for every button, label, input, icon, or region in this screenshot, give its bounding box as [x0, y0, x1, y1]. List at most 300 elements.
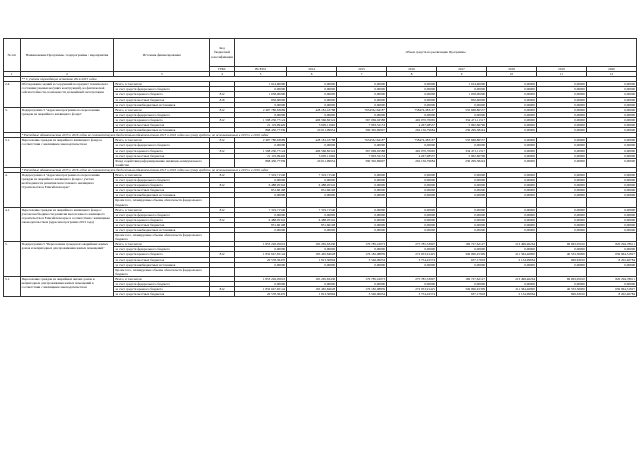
year-value: 0,00000 — [487, 143, 537, 148]
total-value: 6 488,05342 — [235, 217, 287, 222]
header-no: № п/п — [4, 39, 21, 72]
year-value: 0,00000 — [337, 143, 387, 148]
year-value: 0,00000 — [487, 282, 537, 287]
year-value: 0,00000 — [287, 87, 337, 92]
year-value: 765456,16418* — [337, 107, 387, 112]
year-value: 0,00000 — [586, 92, 636, 97]
year-value: 0,00000 — [287, 282, 337, 287]
year-value — [287, 198, 337, 207]
year-value: 0,00000 — [536, 183, 586, 188]
year-value: 765456,16418* — [337, 138, 387, 143]
funding-source: за счет средств краевого бюджета — [114, 117, 210, 122]
year-value: 856,60000 — [437, 97, 487, 102]
year-value: 0,00000 — [387, 262, 437, 267]
header-total: ВСЕГО — [235, 67, 287, 72]
program-name: Переселение граждан из аварийного жилищного фонда в соответствии с жилищным законодательством — [20, 138, 114, 168]
year-value: 0,00000 — [487, 172, 537, 177]
funding-source: за счет средств федерального бюджета — [114, 87, 210, 92]
year-value: 176 182,08839 — [337, 252, 387, 257]
year-value: 3 754,42574 — [387, 257, 437, 262]
year-value: 0,00000 — [536, 193, 586, 198]
row-number: 4. — [4, 172, 21, 207]
year-value: 0,00000 — [536, 188, 586, 193]
year-value: 0,00000 — [337, 92, 387, 97]
funding-source: за счет средств местных бюджетов — [114, 257, 210, 262]
funding-source: Фонд содействия реформированию жилищно-коммунального хозяйства — [114, 158, 210, 167]
year-value: 349 090,45309 — [437, 287, 487, 292]
year-value: 4 267,98537 — [387, 153, 437, 158]
year-value: 1 914,60000 — [437, 82, 487, 87]
year-value: 3 605,11940 — [287, 153, 337, 158]
grbs-code: 812 — [210, 287, 235, 292]
funding-source: Всего, в том числе: — [114, 138, 210, 143]
year-value: 3 754,42574 — [387, 292, 437, 297]
total-value: 21 119,09426 — [235, 123, 287, 128]
total-value: 0,00000 — [235, 102, 287, 107]
year-value: 0,00000 — [437, 102, 487, 107]
grbs-code: 812 — [210, 183, 235, 188]
year-value: 659 964,31827 — [586, 287, 636, 292]
year-value: 0,00000 — [536, 87, 586, 92]
year-value: 0,00000 — [437, 282, 487, 287]
funding-source: за счет средств краевого бюджета — [114, 287, 210, 292]
grbs-code: 812 — [210, 172, 235, 177]
year-value — [287, 267, 337, 276]
year-value — [586, 233, 636, 242]
total-value: 6 488,05342 — [235, 183, 287, 188]
row-number: 5.1. — [4, 276, 21, 296]
year-value: 0,00000 — [586, 247, 636, 252]
grbs-code — [210, 267, 235, 276]
funding-source: за счет средств внебюджетных источников — [114, 228, 210, 233]
funding-source: Всего, в том числе: — [114, 207, 210, 212]
year-value: 165 465,84628 — [287, 287, 337, 292]
funding-source: за счет средств краевого бюджета — [114, 252, 210, 257]
grbs-code: 812 — [210, 207, 235, 212]
year-value: 0,00000 — [437, 143, 487, 148]
funding-source: Всего, в том числе: — [114, 172, 210, 177]
grbs-code: 812 — [210, 148, 235, 153]
year-value: 0,00000 — [487, 262, 537, 267]
year-value: 1 813,50804 — [287, 292, 337, 297]
year-value: 0,00000 — [337, 97, 387, 102]
year-value: 0,00000 — [536, 97, 586, 102]
year-value: 0,00000 — [337, 217, 387, 222]
year-value: 699,63010 — [536, 257, 586, 262]
year-value: 492 070,70065 — [387, 148, 437, 153]
year-value: 0,00000 — [536, 247, 586, 252]
year-value: 0,00000 — [337, 247, 387, 252]
year-value: 0,00000 — [387, 87, 437, 92]
grbs-code — [210, 158, 235, 167]
year-value: 272 053,91425 — [387, 287, 437, 292]
total-value: 0,00000 — [235, 262, 287, 267]
year-value: 0,00000 — [487, 128, 537, 133]
program-name: Подпрограмма 3 "Адресная программа по переселению граждан из аварийного жилищного фонда" — [20, 107, 114, 132]
year-value: 6 488,05342 — [287, 183, 337, 188]
year-value: 0,00000 — [586, 82, 636, 87]
funding-source: за счет средств местных бюджетов — [114, 97, 210, 102]
funding-source: за счет средств федерального бюджета — [114, 178, 210, 183]
year-value: 0,00000 — [586, 123, 636, 128]
year-value: 0,00000 — [337, 102, 387, 107]
year-value: 0,00000 — [536, 153, 586, 158]
year-value: 0,00000 — [387, 247, 437, 252]
year-value: 390 392,69907 — [337, 158, 387, 167]
total-value: 7 319,71540 — [235, 207, 287, 212]
year-value: 0,00000 — [586, 207, 636, 212]
total-value: 868 430,77339 — [235, 128, 287, 133]
funding-source: за счет средств внебюджетных источников — [114, 128, 210, 133]
year-value: 0,00000 — [586, 282, 636, 287]
year-value: 239 299,38244 — [437, 128, 487, 133]
header-source: Источник финансирования — [114, 39, 210, 72]
total-value: 868 430,77339 — [235, 158, 287, 167]
total-value: 1 832 647,65144 — [235, 287, 287, 292]
program-name: Переселение граждан из аварийного жилищного фонда с учетом необходимости развития малоэтажного жилищного строительства в Енисейском крае в соответствии с жилищным законодательством (адресная программа 2013 года) — [20, 207, 114, 242]
year-value: 0,00000 — [586, 128, 636, 133]
year-value: 0,00000 — [536, 282, 586, 287]
year-value: 262 136,79684 — [387, 158, 437, 167]
year-value: 165 265,63430 — [287, 276, 337, 281]
year-value: 0,00000 — [586, 107, 636, 112]
column-index: 8 — [387, 72, 437, 77]
grbs-code — [210, 233, 235, 242]
header-year: 2014 — [287, 67, 337, 72]
row-number: 4.1. — [4, 207, 21, 242]
year-value — [337, 233, 387, 242]
note-text: * Расходные обязательства 2015 и 2016 годов не соответствуют бюджетным обязательствам 2015 и 2016 годов на сумму средств, не использованных в 2015 и в 2016 годах — [20, 167, 636, 172]
year-value: 0,00000 — [387, 193, 437, 198]
program-name: Обследование зданий и сооружений на предмет технического состояния (оценки несущих конструкций), на фактической сейсмостойкости, возможности дальнейшей эксплуатации — [20, 82, 114, 107]
year-value: 0,00000 — [536, 172, 586, 177]
year-value — [487, 233, 537, 242]
column-index: 6 — [287, 72, 337, 77]
program-name: Подпрограмма 4 "Адресная программа по переселению граждан из аварийного жилищного фонда с учетом необходимости развития малоэтажного жилищного строительства в Енисейском крае" — [20, 172, 114, 207]
year-value: 0,00000 — [487, 107, 537, 112]
total-value: 1 058,00000 — [235, 92, 287, 97]
year-value: 0,00000 — [536, 158, 586, 167]
year-value: 0,00000 — [437, 178, 487, 183]
year-value: 535 668,86537 — [437, 138, 487, 143]
year-value: 0,00000 — [287, 92, 337, 97]
grbs-code: 812 — [210, 252, 235, 257]
year-value: 0,00000 — [536, 212, 586, 217]
year-value: 0,00000 — [437, 112, 487, 117]
year-value: 406 566,82324 — [287, 148, 337, 153]
funding-source: за счет средств краевого бюджета — [114, 148, 210, 153]
year-value: 367 069,92588 — [337, 148, 387, 153]
year-value: 535 668,86537 — [437, 107, 487, 112]
grbs-code: 812 — [210, 217, 235, 222]
year-value: 0,00000 — [536, 123, 586, 128]
year-value: 820 294,78611 — [586, 276, 636, 281]
total-value: 856,60000 — [235, 97, 287, 102]
column-index: 5 — [235, 72, 287, 77]
year-value: 0,00000 — [337, 82, 387, 87]
year-value: 1 813,50804 — [287, 257, 337, 262]
total-value: 1 598 230,77124 — [235, 148, 287, 153]
year-value: 758474,48316* — [387, 107, 437, 112]
year-value: 0,00000 — [287, 212, 337, 217]
year-value: 8 202,46784 — [586, 292, 636, 297]
year-value: 831,66198 — [287, 188, 337, 193]
column-index: 1 — [4, 72, 21, 77]
year-value: 0,00000 — [586, 228, 636, 233]
year-value: 0,00000 — [437, 247, 487, 252]
grbs-code — [210, 198, 235, 207]
year-value: 4 267,98537 — [387, 123, 437, 128]
funding-source: за счет средств местных бюджетов — [114, 222, 210, 227]
total-value: 0,00000 — [235, 112, 287, 117]
year-value: 0,00000 — [337, 87, 387, 92]
column-index: 11 — [536, 72, 586, 77]
year-value: 0,00000 — [586, 158, 636, 167]
year-value: 0,00000 — [586, 188, 636, 193]
year-value — [287, 233, 337, 242]
total-value: 0,00000 — [235, 212, 287, 217]
year-value: 165 465,84628 — [287, 252, 337, 257]
year-value: 0,00000 — [337, 228, 387, 233]
year-value — [387, 267, 437, 276]
year-value: 0,00000 — [437, 183, 487, 188]
year-value: 0,00000 — [586, 117, 636, 122]
year-value — [536, 233, 586, 242]
year-value: 7 319,71540 — [287, 172, 337, 177]
year-value: 0,00000 — [287, 112, 337, 117]
year-value: 0,00000 — [586, 143, 636, 148]
year-value: 0,00000 — [437, 262, 487, 267]
year-value: 0,00000 — [487, 138, 537, 143]
year-value — [337, 267, 387, 276]
year-value: 272 053,91425 — [387, 252, 437, 257]
program-name: Переселение граждан из аварийных жилых домов и непригодных для проживания жилых помещений в соответствии с жилищным законодательством — [20, 276, 114, 296]
year-value: 0,00000 — [487, 178, 537, 183]
funding-source: за счет средств краевого бюджета — [114, 217, 210, 222]
year-value: 390 392,69907 — [337, 128, 387, 133]
year-value: 213 499,46264 — [487, 242, 537, 247]
year-value: 0,00000 — [287, 178, 337, 183]
year-value: 0,00000 — [586, 183, 636, 188]
year-value: 334 471,11317 — [437, 117, 487, 122]
year-value: 0,00000 — [437, 222, 487, 227]
year-value — [437, 233, 487, 242]
header-year: 2018 — [487, 67, 537, 72]
funding-source: за счет средств федерального бюджета — [114, 247, 210, 252]
year-value: 637,17818 — [437, 292, 487, 297]
year-value: 0,00000 — [437, 87, 487, 92]
year-value: 0,00000 — [437, 217, 487, 222]
total-value: 0,00000 — [235, 87, 287, 92]
header-year: 2020 — [586, 67, 636, 72]
row-number: 2.4. — [4, 82, 21, 107]
year-value: 0,00000 — [387, 282, 437, 287]
year-value: 165 265,63430 — [287, 242, 337, 247]
year-value: 0,00000 — [487, 153, 537, 158]
funding-source: Всего, в том числе: — [114, 242, 210, 247]
funding-source: за счет средств краевого бюджета — [114, 92, 210, 97]
year-value: 0,00000 — [586, 148, 636, 153]
year-value: 0,00000 — [337, 188, 387, 193]
funding-source: за счет средств местных бюджетов — [114, 123, 210, 128]
year-value: 262 136,79684 — [387, 128, 437, 133]
year-value: 176 182,08839 — [337, 287, 387, 292]
year-value: 0,00000 — [337, 172, 387, 177]
year-value: 20 611,99934 — [287, 128, 337, 133]
total-value: 831,66198 — [235, 188, 287, 193]
year-value: 0,00000 — [437, 228, 487, 233]
year-value: 1 058,00000 — [437, 92, 487, 97]
year-value: 0,00000 — [387, 97, 437, 102]
total-value: 2 487 780,63689 — [235, 107, 287, 112]
year-value: 831,66198 — [287, 222, 337, 227]
total-value: 1 914,60000 — [235, 82, 287, 87]
year-value: 169 727,62127 — [437, 276, 487, 281]
year-value: 0,00000 — [536, 92, 586, 97]
year-value — [437, 267, 487, 276]
year-value: 758474,48316* — [387, 138, 437, 143]
year-value: 275 785,33997 — [387, 242, 437, 247]
year-value: 0,00000 — [387, 183, 437, 188]
year-value — [586, 267, 636, 276]
year-value: 0,00000 — [387, 222, 437, 227]
funding-source: Кроме того, планируемые объемы обязательств федерального бюджета — [114, 267, 210, 276]
total-value: 0,00000 — [235, 143, 287, 148]
column-index: 7 — [337, 72, 387, 77]
funding-source: за счет средств внебюджетных источников — [114, 193, 210, 198]
year-value: 0,00000 — [536, 148, 586, 153]
total-value: 7 319,71540 — [235, 172, 287, 177]
year-value: 0,00000 — [437, 207, 487, 212]
year-value: 0,00000 — [487, 212, 537, 217]
year-value: 0,00000 — [586, 193, 636, 198]
year-value: 2 134,99964 — [487, 257, 537, 262]
year-value: 0,00000 — [337, 193, 387, 198]
year-value: 0,00000 — [487, 217, 537, 222]
table-header — [4, 39, 637, 77]
year-value: 0,00000 — [586, 112, 636, 117]
total-value: 21 119,09426 — [235, 153, 287, 158]
total-value: 1 598 230,77124 — [235, 117, 287, 122]
year-value: 0,00000 — [536, 117, 586, 122]
funding-source: за счет средств местных бюджетов — [114, 188, 210, 193]
grbs-code: 812 — [210, 138, 235, 143]
year-value: 0,00000 — [337, 183, 387, 188]
total-value: 0,00000 — [235, 282, 287, 287]
funding-source: за счет средств федерального бюджета — [114, 212, 210, 217]
year-value: 8 202,46784 — [586, 257, 636, 262]
year-value: 0,00000 — [387, 188, 437, 193]
header-year: 2019 — [536, 67, 586, 72]
year-value: 0,00000 — [487, 117, 537, 122]
funding-source: за счет средств краевого бюджета — [114, 183, 210, 188]
year-value: 428 181,16788 — [287, 138, 337, 143]
column-index: 4 — [210, 72, 235, 77]
year-value: 5 992,66796 — [437, 123, 487, 128]
total-value: 1 853 226,05616 — [235, 276, 287, 281]
funding-source: Кроме того, планируемые объемы обязательств федерального бюджета — [114, 198, 210, 207]
year-value: 0,00000 — [536, 262, 586, 267]
year-value: 69 963,05010 — [536, 242, 586, 247]
year-value: 0,00000 — [536, 207, 586, 212]
grbs-code — [210, 292, 235, 297]
year-value: 40 333,30000 — [536, 252, 586, 257]
funding-source: за счет средств федерального бюджета — [114, 112, 210, 117]
grbs-code: 812 — [210, 117, 235, 122]
total-value: 0,00000 — [235, 193, 287, 198]
year-value — [387, 198, 437, 207]
year-value: 0,00000 — [487, 183, 537, 188]
year-value: 0,00000 — [387, 82, 437, 87]
row-number: 3.1. — [4, 138, 21, 168]
funding-source: Всего, в том числе: — [114, 107, 210, 112]
year-value: 0,00000 — [487, 112, 537, 117]
year-value: 0,00000 — [387, 178, 437, 183]
year-value: 275 785,33997 — [387, 276, 437, 281]
funding-source: за счет средств внебюджетных источников — [114, 262, 210, 267]
year-value: 0,00000 — [287, 97, 337, 102]
year-value — [586, 198, 636, 207]
year-value: 0,00000 — [287, 262, 337, 267]
row-number: 3. — [4, 107, 21, 132]
total-value — [235, 198, 287, 207]
year-value — [536, 198, 586, 207]
column-index: 10 — [487, 72, 537, 77]
year-value: 0,00000 — [287, 228, 337, 233]
year-value: 239 299,38244 — [437, 158, 487, 167]
year-value — [487, 198, 537, 207]
year-value: 0,00000 — [487, 193, 537, 198]
header-volume: Объем средств на реализацию Программы — [235, 39, 637, 67]
year-value: 0,00000 — [536, 217, 586, 222]
year-value: 0,00000 — [536, 82, 586, 87]
year-value: 7 319,71540 — [287, 207, 337, 212]
year-value: 0,00000 — [337, 282, 387, 287]
year-value: 0,00000 — [387, 217, 437, 222]
year-value: 0,00000 — [437, 172, 487, 177]
year-value: 40 333,30000 — [536, 287, 586, 292]
year-value: 0,00000 — [337, 207, 387, 212]
year-value: 0,00000 — [487, 207, 537, 212]
year-value: 3 546,00034 — [337, 292, 387, 297]
year-value: 0,00000 — [487, 188, 537, 193]
year-value: 179 785,16073 — [337, 242, 387, 247]
program-name: Подпрограмма 5 "Переселение граждан из аварийных жилых домов и непригодных для проживания жилых помещений" — [20, 242, 114, 277]
year-value: 0,00000 — [487, 123, 537, 128]
grbs-code: 812 — [210, 107, 235, 112]
column-index: 3 — [114, 72, 210, 77]
year-value: 0,00000 — [337, 212, 387, 217]
year-value: 0,00000 — [586, 153, 636, 158]
year-value: 406 566,82324 — [287, 117, 337, 122]
year-value: 428 181,16788 — [287, 107, 337, 112]
year-value: 0,00000 — [387, 207, 437, 212]
year-value: 0,00000 — [437, 188, 487, 193]
year-value: 2 134,99964 — [487, 292, 537, 297]
year-value: 0,00000 — [586, 97, 636, 102]
year-value: 0,00000 — [487, 247, 537, 252]
table-body — [4, 77, 637, 297]
grbs-code: 816 — [210, 97, 235, 102]
year-value: 0,00000 — [287, 143, 337, 148]
total-value: 20 578,36470 — [235, 292, 287, 297]
funding-source: за счет средств внебюджетных источников — [114, 102, 210, 107]
header-code: Код бюджетной классификации — [210, 39, 235, 67]
year-value: 0,00000 — [536, 178, 586, 183]
year-value: 0,00000 — [387, 172, 437, 177]
header-year: 2015 — [337, 67, 387, 72]
column-index: 12 — [586, 72, 636, 77]
